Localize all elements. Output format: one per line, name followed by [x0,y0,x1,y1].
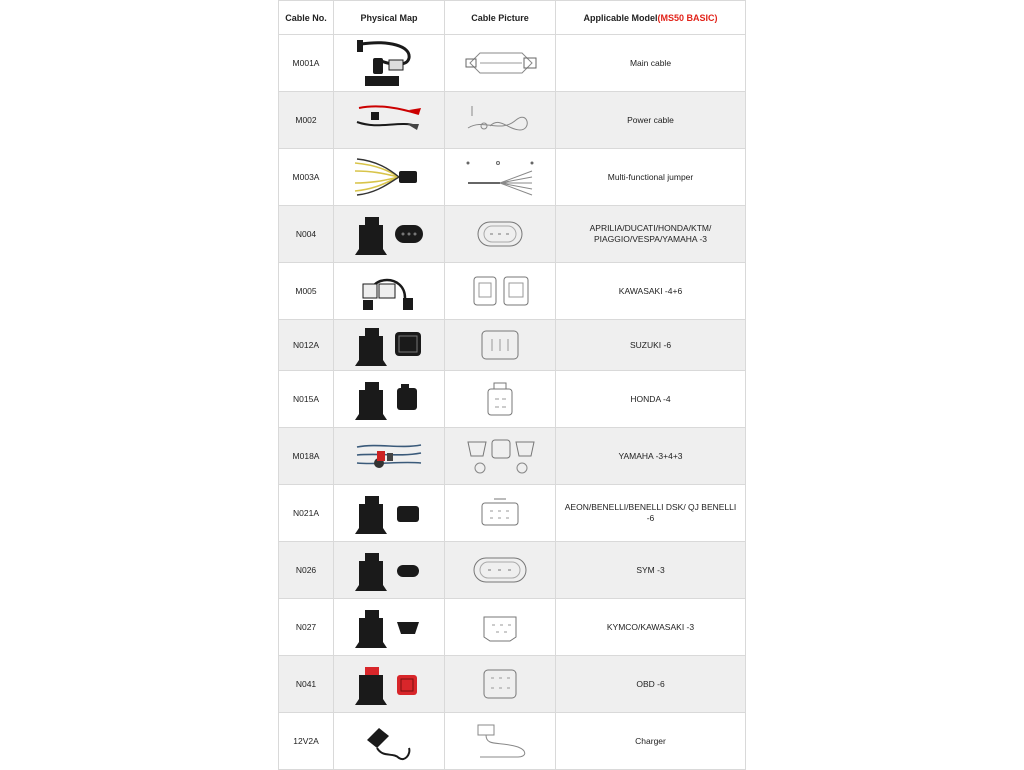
table-row [279,371,746,428]
applicable-model-cell: KAWASAKI -4+6 [556,263,746,320]
power-cable-photo-icon [334,100,444,140]
table-row [279,92,746,149]
connector-sym-drawing-icon [445,550,555,590]
adapter-6pin-photo-icon [334,322,444,368]
table-row [279,320,746,371]
cable-picture-cell [445,92,556,149]
connector-kymco-drawing-icon [445,607,555,647]
cable-table [278,0,746,770]
connector-yamaha-drawing-icon [445,436,555,476]
header-model-highlight: (MS50 BASIC) [657,12,718,23]
cable-no-cell: N021A [279,485,334,542]
table-row [279,713,746,770]
cable-picture-cell [445,320,556,371]
applicable-model-cell: APRILIA/DUCATI/HONDA/KTM/ PIAGGIO/VESPA/YAMAHA -3 [556,206,746,263]
applicable-model-cell: Power cable [556,92,746,149]
cable-no-cell: M002 [279,92,334,149]
header-physical-map: Physical Map [334,1,445,35]
applicable-model-cell: HONDA -4 [556,371,746,428]
cable-picture-cell [445,713,556,770]
physical-map-cell [334,320,445,371]
physical-map-cell [334,599,445,656]
applicable-model-cell: KYMCO/KAWASAKI -3 [556,599,746,656]
cable-no-cell: M001A [279,35,334,92]
header-cable-picture: Cable Picture [445,1,556,35]
physical-map-cell [334,428,445,485]
connector-4pin-drawing-icon [445,379,555,419]
applicable-model-cell: Charger [556,713,746,770]
cable-no-cell: N015A [279,371,334,428]
power-cable-drawing-icon [445,100,555,140]
applicable-model-cell: OBD -6 [556,656,746,713]
applicable-model-cell: YAMAHA -3+4+3 [556,428,746,485]
table-row [279,35,746,92]
yamaha-cable-photo-icon [334,433,444,479]
header-cable-no: Cable No. [279,1,334,35]
table-row [279,485,746,542]
cable-no-cell: M003A [279,149,334,206]
cable-picture-cell [445,656,556,713]
physical-map-cell [334,485,445,542]
cable-picture-cell [445,206,556,263]
adapter-3pin-photo-icon [334,211,444,257]
connector-4-6pin-drawing-icon [445,271,555,311]
cable-picture-cell [445,149,556,206]
cable-no-cell: M018A [279,428,334,485]
kawasaki-cable-photo-icon [334,268,444,314]
cable-no-cell: N004 [279,206,334,263]
connector-3pin-drawing-icon [445,214,555,254]
table-row [279,656,746,713]
header-row [279,1,746,35]
applicable-model-cell: AEON/BENELLI/BENELLI DSK/ QJ BENELLI -6 [556,485,746,542]
table-row [279,542,746,599]
charger-photo-icon [334,718,444,764]
cable-no-cell: N026 [279,542,334,599]
cable-picture-cell [445,542,556,599]
applicable-model-cell: Multi-functional jumper [556,149,746,206]
table-row [279,263,746,320]
applicable-model-cell: Main cable [556,35,746,92]
cable-no-cell: 12V2A [279,713,334,770]
physical-map-cell [334,92,445,149]
physical-map-cell [334,206,445,263]
table-row [279,149,746,206]
header-applicable-model [556,1,746,35]
cable-picture-cell [445,485,556,542]
cable-picture-cell [445,428,556,485]
connector-obd-drawing-icon [445,664,555,704]
adapter-sym-photo-icon [334,547,444,593]
jumper-photo-icon [334,155,444,199]
charger-drawing-icon [445,721,555,761]
cable-picture-cell [445,599,556,656]
cable-picture-cell [445,371,556,428]
cable-picture-cell [445,35,556,92]
table-row [279,428,746,485]
physical-map-cell [334,713,445,770]
physical-map-cell [334,656,445,713]
connector-6pin-b-drawing-icon [445,493,555,533]
physical-map-cell [334,149,445,206]
jumper-drawing-icon [445,157,555,197]
connector-6pin-drawing-icon [445,325,555,365]
main-cable-photo-icon [334,38,444,88]
header-model-prefix: Applicable Model [583,12,658,23]
adapter-kymco-photo-icon [334,604,444,650]
cable-no-cell: N041 [279,656,334,713]
adapter-4pin-photo-icon [334,376,444,422]
cable-picture-cell [445,263,556,320]
cable-no-cell: N027 [279,599,334,656]
table-row [279,206,746,263]
applicable-model-cell: SYM -3 [556,542,746,599]
physical-map-cell [334,371,445,428]
adapter-6pin-b-photo-icon [334,490,444,536]
applicable-model-cell: SUZUKI -6 [556,320,746,371]
main-cable-drawing-icon [445,43,555,83]
physical-map-cell [334,263,445,320]
cable-no-cell: N012A [279,320,334,371]
table-row [279,599,746,656]
physical-map-cell [334,542,445,599]
cable-no-cell: M005 [279,263,334,320]
physical-map-cell [334,35,445,92]
adapter-obd-photo-icon [334,661,444,707]
